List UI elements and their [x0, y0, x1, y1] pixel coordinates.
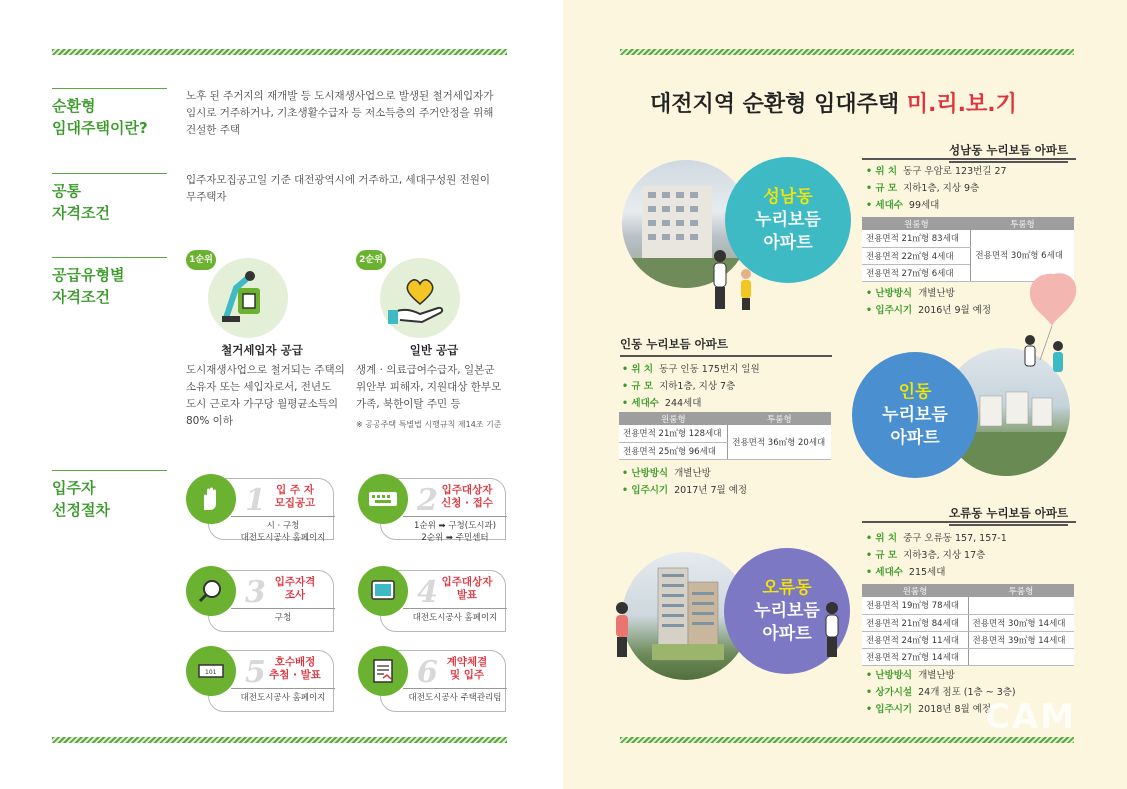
rank-badge-2: 2순위	[356, 250, 386, 270]
bubble-line: 아파트	[763, 232, 813, 253]
info-key: • 위 치	[866, 166, 897, 177]
title-line: 임대주택이란?	[52, 119, 148, 137]
step-title-line: 및 입주	[449, 669, 485, 681]
indong-bubble	[852, 352, 978, 478]
info-value: 개별난방	[918, 670, 955, 681]
step-title-line: 발표	[456, 589, 478, 601]
bubble-line: 누리보듬	[755, 209, 821, 230]
bubble-line: 오류동	[762, 577, 812, 598]
top-stripe	[52, 49, 507, 55]
desc-line: 소유자 또는 세입자로서, 전년도	[186, 381, 332, 393]
td: 전용면적 30㎡형 6세대	[971, 230, 1074, 281]
info-key: • 세대수	[866, 200, 903, 211]
indong-title: 인동 누리보듬 아파트	[620, 336, 832, 357]
step-sub-line: 2순위 ➡ 주민센터	[421, 533, 489, 543]
info-value: 동구 인동 175번지 일원	[659, 364, 760, 375]
step-number: 1	[245, 483, 266, 518]
th: 원룸형	[619, 412, 728, 425]
info-row	[866, 547, 1007, 564]
info-key: • 위 치	[622, 364, 653, 375]
supply-name-2: 일반 공급	[409, 343, 459, 357]
table-row	[862, 230, 1074, 247]
step-2	[358, 474, 506, 543]
th: 투룸형	[968, 584, 1074, 597]
person-illustration-left	[610, 600, 634, 664]
info-row	[866, 180, 1007, 197]
oryu-table	[862, 584, 1074, 666]
info-row	[622, 378, 760, 395]
info-key: • 상가시설	[866, 687, 912, 698]
bubble-line: 아파트	[890, 427, 940, 448]
supply-desc-1	[186, 362, 346, 430]
seongnam-title: 성남동 누리보듬 아파트	[949, 142, 1068, 163]
step-sub-line: 대전도시공사 홈페이지	[240, 533, 326, 543]
table-head	[862, 217, 1074, 230]
svg-text:101: 101	[205, 669, 217, 676]
info-value: 지하3층, 지상 17층	[903, 550, 986, 561]
th: 원룸형	[862, 584, 968, 597]
info-row	[866, 285, 991, 302]
balloon-family-illustration	[996, 270, 1086, 384]
td	[968, 648, 1074, 665]
title-rule	[862, 521, 1076, 523]
info-key: • 규 모	[622, 381, 653, 392]
step-number: 3	[245, 575, 266, 610]
th: 투룸형	[728, 412, 831, 425]
info-key: • 입주시기	[622, 485, 668, 496]
step-title-line: 입주대상자	[441, 576, 493, 588]
main-title-accent: 미.리.보.기	[906, 92, 1017, 117]
info-row	[622, 361, 760, 378]
info-row	[866, 163, 1007, 180]
text-line: 임시로 거주하거나, 기초생활수급자 등 저소득층의 주거안정을 위해	[186, 107, 494, 119]
step-number: 4	[417, 575, 438, 610]
step-sub-line: 대전도시공사 홈페이지	[240, 693, 326, 703]
supply-name-1: 철거세입자 공급	[221, 343, 303, 357]
title-line: 자격조건	[52, 204, 110, 222]
info-key: • 난방방식	[866, 288, 912, 299]
info-key: • 난방방식	[622, 468, 668, 479]
title-line: 자격조건	[52, 288, 110, 306]
td: 전용면적 27㎡형 14세대	[862, 648, 968, 665]
tablet-icon	[358, 566, 408, 616]
td: 전용면적 21㎡형 83세대	[862, 230, 971, 247]
section-text-common	[186, 172, 511, 206]
step-title-line: 조사	[284, 589, 306, 601]
section-title-process	[52, 470, 167, 521]
step-title	[437, 484, 497, 510]
heart-hand-icon	[380, 258, 460, 338]
table-row	[862, 614, 1074, 631]
step-5	[186, 646, 334, 712]
info-value: 99세대	[908, 200, 940, 211]
info-value: 244세대	[664, 398, 702, 409]
step-title-line: 입 주 자	[276, 484, 314, 496]
info-row	[622, 465, 747, 482]
bubble-text	[755, 186, 821, 255]
info-key: • 규 모	[866, 183, 897, 194]
title-line: 순환형	[52, 97, 96, 115]
step-title	[265, 484, 325, 510]
step-title	[265, 656, 325, 682]
bubble-line: 인동	[898, 381, 932, 402]
desc-line: 가족, 북한이탈 주민 등	[356, 398, 461, 410]
td	[968, 597, 1074, 614]
step-title	[437, 656, 497, 682]
info-value: 개별난방	[918, 288, 955, 299]
step-title	[265, 576, 325, 602]
desc-line: 80% 이하	[186, 415, 233, 427]
info-value: 지하1층, 지상 9층	[903, 183, 980, 194]
indong-info2	[622, 465, 747, 499]
step-sub-line: 대전도시공사 주택관리팀	[408, 693, 502, 703]
main-title-text: 대전지역 순환형 임대주택	[650, 92, 907, 117]
seongnam-info2	[866, 285, 991, 319]
bottom-stripe	[52, 737, 507, 743]
info-value: 개별난방	[674, 468, 711, 479]
td: 전용면적 21㎡형 84세대	[862, 614, 968, 631]
step-sub	[231, 516, 335, 544]
oryu-title: 오류동 누리보듬 아파트	[949, 505, 1068, 526]
contract-icon	[358, 646, 408, 696]
step-number: 2	[417, 483, 438, 518]
step-title-line: 모집공고	[274, 497, 316, 509]
section-title-supply	[52, 257, 167, 308]
step-sub	[231, 688, 335, 704]
info-row	[866, 197, 1007, 214]
desc-line: 생계 · 의료급여수급자, 일본군	[356, 364, 495, 376]
magnifier-icon	[186, 566, 236, 616]
step-number: 5	[245, 655, 266, 690]
section-text-definition	[186, 88, 511, 139]
supply-note: ※ 공공주택 특별법 시행규칙 제14조 기준	[356, 420, 502, 429]
ticket-icon	[186, 646, 236, 696]
left-page	[0, 0, 563, 789]
step-title-line: 호수배정	[274, 656, 316, 668]
step-sub	[403, 608, 507, 624]
text-line: 무주택자	[186, 191, 227, 203]
info-row	[866, 667, 1016, 684]
info-key: • 입주시기	[866, 305, 912, 316]
step-6	[358, 646, 506, 712]
table-row	[862, 597, 1074, 614]
family-illustration	[704, 246, 776, 320]
seongnam-info	[866, 163, 1007, 214]
bubble-line: 누리보듬	[754, 600, 820, 621]
robot-arm-icon	[208, 258, 288, 338]
indong-info	[622, 361, 760, 412]
td: 전용면적 24㎡형 11세대	[862, 631, 968, 648]
td: 전용면적 27㎡형 6세대	[862, 264, 971, 281]
oryu-info	[866, 530, 1007, 581]
desc-line: 위안부 피해자, 지원대상 한부모	[356, 381, 502, 393]
bottom-stripe	[620, 737, 1074, 743]
step-title-line: 추첨 · 발표	[269, 669, 321, 681]
desc-line: 도시 근로자 가구당 월평균소득의	[186, 398, 339, 410]
section-title-common	[52, 173, 167, 224]
info-value: 2016년 9월 예정	[918, 305, 992, 316]
step-sub-line: 1순위 ➡ 구청(도시과)	[413, 521, 497, 531]
info-value: 동구 우암로 123번길 27	[903, 166, 1007, 177]
table-row	[862, 631, 1074, 648]
step-1	[186, 474, 334, 543]
indong-table	[619, 412, 831, 460]
th: 원룸형	[862, 217, 971, 230]
main-title	[650, 87, 1017, 118]
keyboard-icon	[358, 474, 408, 524]
title-line: 공통	[52, 182, 81, 200]
text-line: 입주자모집공고일 기준 대전광역시에 거주하고, 세대구성원 전원이	[186, 174, 491, 186]
watermark: CAM	[985, 697, 1077, 737]
table-head	[862, 584, 1074, 597]
info-row	[866, 530, 1007, 547]
text-line: 건설한 주택	[186, 124, 241, 136]
section-title-definition	[52, 88, 167, 139]
bubble-line: 성남동	[763, 186, 813, 207]
info-value: 215세대	[908, 567, 946, 578]
td: 전용면적 39㎡형 14세대	[968, 631, 1074, 648]
td: 전용면적 21㎡형 128세대	[619, 425, 728, 442]
info-key: • 난방방식	[866, 670, 912, 681]
td: 전용면적 30㎡형 14세대	[968, 614, 1074, 631]
hand-icon	[186, 474, 236, 524]
table-head	[619, 412, 831, 425]
info-key: • 위 치	[866, 533, 897, 544]
person-illustration-right	[820, 600, 844, 664]
info-key: • 세대수	[866, 567, 903, 578]
th: 투룸형	[971, 217, 1074, 230]
td: 전용면적 36㎡형 20세대	[728, 425, 831, 459]
text-line: 노후 된 주거지의 재개발 등 도시재생사업으로 발생된 철거세입자가	[186, 90, 494, 102]
table-row	[619, 425, 831, 442]
step-number: 6	[417, 655, 438, 690]
step-title-line: 계약체결	[446, 656, 488, 668]
info-key: • 규 모	[866, 550, 897, 561]
info-key: • 입주시기	[866, 704, 912, 715]
step-title-line: 신청 · 접수	[441, 497, 493, 509]
supply-desc-2	[356, 362, 516, 413]
step-3	[186, 566, 334, 632]
step-sub-line: 시 · 구청	[266, 521, 300, 531]
info-row	[866, 302, 991, 319]
info-key: • 세대수	[622, 398, 659, 409]
step-title-line: 입주자격	[274, 576, 316, 588]
step-sub	[231, 608, 335, 624]
step-sub-line: 구청	[274, 613, 292, 623]
title-line: 선정절차	[52, 501, 110, 519]
td: 전용면적 19㎡형 78세대	[862, 597, 968, 614]
info-row	[866, 564, 1007, 581]
td: 전용면적 25㎡형 96세대	[619, 442, 728, 459]
bubble-line: 누리보듬	[882, 404, 948, 425]
title-line: 공급유형별	[52, 266, 125, 284]
bubble-text	[754, 577, 820, 646]
bubble-text	[882, 381, 948, 450]
desc-line: 도시재생사업으로 철거되는 주택의	[186, 364, 345, 376]
title-line: 입주자	[52, 479, 96, 497]
table-row	[862, 648, 1074, 665]
step-title	[437, 576, 497, 602]
bubble-line: 아파트	[762, 623, 812, 644]
rank-badge-1: 1순위	[186, 250, 216, 270]
step-title-line: 입주대상자	[441, 484, 493, 496]
step-4	[358, 566, 506, 632]
info-value: 중구 오류동 157, 157-1	[903, 533, 1007, 544]
title-rule	[862, 158, 1076, 160]
info-row	[622, 395, 760, 412]
step-sub	[403, 516, 507, 544]
info-value: 2018년 8월 예정	[918, 704, 992, 715]
info-row	[622, 482, 747, 499]
top-stripe	[620, 49, 1074, 55]
td: 전용면적 22㎡형 4세대	[862, 247, 971, 264]
info-value: 2017년 7월 예정	[674, 485, 748, 496]
info-value: 24개 점포 (1층 ~ 3층)	[918, 687, 1016, 698]
step-sub-line: 대전도시공사 홈페이지	[412, 613, 498, 623]
step-sub	[403, 688, 507, 704]
info-value: 지하1층, 지상 7층	[659, 381, 736, 392]
